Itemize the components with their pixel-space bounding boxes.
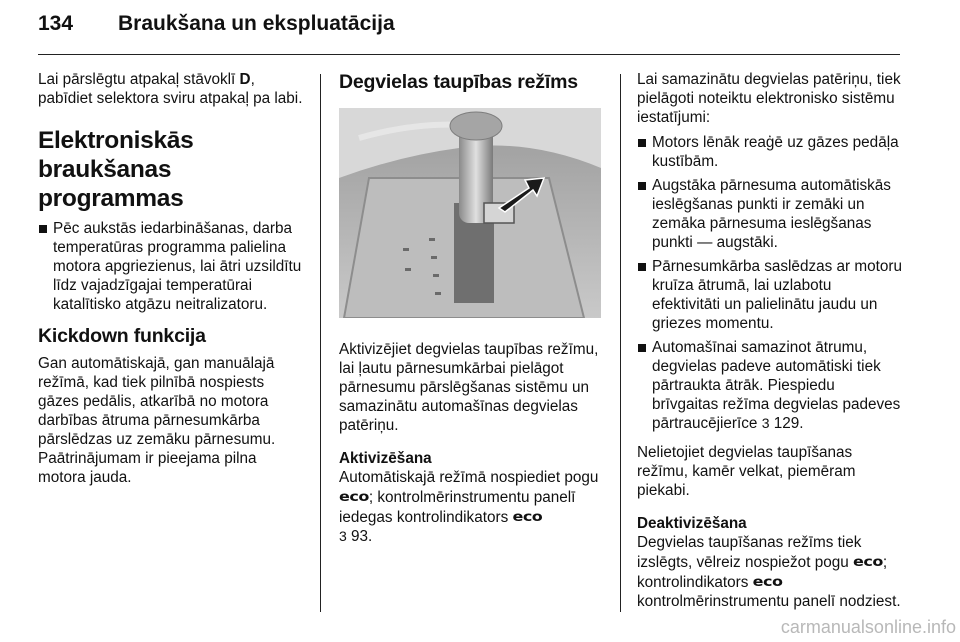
eco-mode-description: Aktivizējiet degvielas taupības režīmu, lai ļautu pārnesumkārbai pielāgot pārnesumu pārslēgšanas sistēmu un samazinātu automašīnas degvielas patēriņu. [339,341,599,434]
kickdown-paragraph: Gan automātiskajā, gan manuālajā režīmā, kad tiek pilnībā nospiests gāzes pedālis, atkarībā no motora darbības ātruma pārnesumkārba pārslēdzas uz zemāku pārnesumu. Paātrinājumam ir pieejama pilna motora jauda. [38,355,276,486]
eco-button-icon: eco [339,488,369,505]
deactivation-paragraph [637,533,903,611]
bullet-square-icon [39,225,47,233]
electronic-programs-heading: Elektroniskās braukšanas programmas [38,127,194,212]
list-item [637,133,903,171]
column-divider [620,74,621,612]
intro-text: Lai pārslēgtu atpakaļ stāvoklī [38,71,240,88]
gear-selector-photo [339,108,601,318]
deactivation-heading: Deaktivizēšana [637,515,747,532]
column-3 [637,70,903,625]
page-header [38,12,395,42]
bullet-square-icon [638,182,646,190]
header-rule [38,54,900,55]
list-item [38,219,308,314]
deactivation-text-2: ; kontrolindikators [637,554,888,591]
bullet-square-icon [638,263,646,271]
eco-indicator-icon: eco [512,508,543,525]
activation-text: Automātiskajā režīmā nospiediet pogu [339,469,599,486]
activation-heading: Aktivizēšana [339,450,432,467]
page-reference: 129. [769,415,804,432]
list-item-text: Automašīnai samazinot ātrumu, degvielas padeve automātiski tiek pārtraukta ātrāk. Piespiedu brīvgaitas režīma degvielas padeves pārtraucējierīce [652,339,901,432]
page-title: Braukšana un ekspluatācija [118,12,395,35]
list-item-text: Augstāka pārnesuma automātiskās ieslēgšanas punkti ir zemāki un zemāka pārnesuma ieslēgšanas punkti — augstāki. [652,177,891,251]
eco-mode-heading: Degvielas taupības režīms [339,71,578,93]
kickdown-heading: Kickdown funkcija [38,325,206,347]
bullet-square-icon [638,139,646,147]
list-item [637,257,903,333]
activation-text-2: ; kontrolmērinstrumentu panelī iedegas kontrolindikators [339,489,576,526]
page-reference-arrow-icon: 3 [339,528,347,544]
towing-warning: Nelietojiet degvielas taupīšanas režīmu, kamēr velkat, piemēram piekabi. [637,444,856,499]
list-item [637,338,903,433]
column-2 [339,70,611,560]
column-1 [38,70,308,501]
gear-d-label: D [239,71,251,88]
bullet-square-icon [638,344,646,352]
list-item-text: Pārnesumkārba saslēdzas ar motoru kruīza ātrumā, lai uzlabotu efektivitāti un palielinātu jaudu un griezes momentu. [652,258,902,332]
watermark: carmanualsonline.info [780,617,956,637]
eco-indicator-icon: eco [752,573,783,590]
electronic-programs-list [38,219,308,314]
settings-list [637,133,903,433]
page-number: 134 [38,12,74,35]
page-reference: 93. [346,528,373,545]
eco-button-icon: eco [852,553,883,570]
settings-intro: Lai samazinātu degvielas patēriņu, tiek pielāgoti noteiktu elektronisko sistēmu iestatījumi: [637,71,901,126]
activation-paragraph [339,468,611,546]
intro-text-end: , pabīdiet selektora sviru atpakaļ pa labi. [38,71,303,107]
page-reference-arrow-icon: 3 [761,415,770,431]
deactivation-text-3: kontrolmērinstrumentu panelī nodziest. [637,593,901,610]
list-item-text: Motors lēnāk reaģē uz gāzes pedāļa kustībām. [652,134,899,170]
list-item [637,176,903,252]
deactivation-text: Degvielas taupīšanas režīms tiek izslēgts, vēlreiz nospiežot pogu [637,534,862,571]
list-item-text: Pēc aukstās iedarbināšanas, darba temperatūras programma palielina motora apgriezienus, lai ātri uzsildītu līdz vajadzīgajai temperatūrai katalītisko atgāzu neitralizatoru. [53,220,302,313]
column-divider [320,74,321,612]
intro-paragraph [38,70,308,108]
gear-selector-illustration [339,108,601,318]
